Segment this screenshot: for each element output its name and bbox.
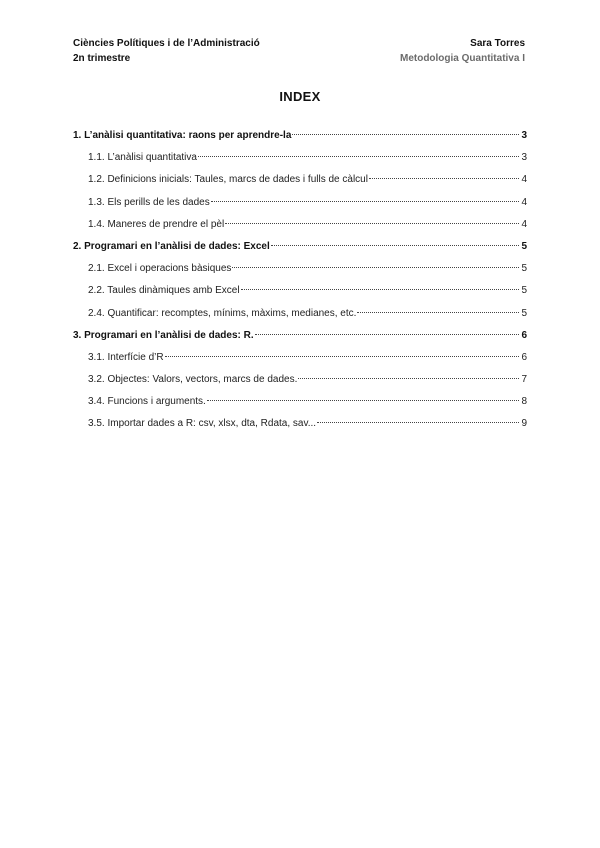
toc-dot-leader — [292, 134, 519, 135]
toc-page-number: 4 — [521, 174, 527, 186]
toc-entry-title: 2.2. Taules dinàmiques amb Excel — [88, 285, 240, 297]
toc-entry-title: 2.1. Excel i operacions bàsiques — [88, 263, 232, 275]
toc-subsection-link[interactable] — [73, 285, 527, 307]
toc-subsection-link[interactable] — [73, 197, 527, 219]
toc-page-number: 4 — [521, 196, 527, 208]
toc-subsection-link[interactable] — [73, 152, 527, 174]
toc-dot-leader — [241, 289, 520, 290]
toc-subsection-link[interactable] — [73, 374, 527, 396]
toc-dot-leader — [211, 201, 520, 202]
toc-dot-leader — [357, 312, 519, 313]
toc-entry-title: 3.1. Interfície d’R — [88, 351, 164, 363]
toc-entry-title: 1.1. L’anàlisi quantitativa — [88, 152, 197, 164]
toc-entry-title: 2.4. Quantificar: recomptes, mínims, màxims, medianes, etc. — [88, 307, 357, 319]
toc-page-number: 6 — [521, 329, 527, 341]
toc-dot-leader — [232, 267, 519, 268]
toc-page-number: 8 — [521, 396, 527, 408]
toc-entry-title: 1.2. Definicions inicials: Taules, marcs de dades i fulls de càlcul — [88, 174, 368, 186]
toc-page-number: 5 — [521, 263, 527, 275]
toc-entry-title: 3. Programari en l’anàlisi de dades: R. — [73, 329, 254, 341]
toc-page-number: 3 — [521, 130, 527, 141]
header-subject: Ciències Polítiques i de l’Administració — [73, 38, 260, 49]
toc-subsection-link[interactable] — [73, 174, 527, 196]
toc-entry-title: 1.3. Els perills de les dades — [88, 196, 210, 208]
toc-dot-leader — [198, 156, 519, 157]
toc-dot-leader — [298, 378, 519, 379]
toc-subsection-link[interactable] — [73, 308, 527, 330]
toc-entry-title: 3.2. Objectes: Valors, vectors, marcs de dades. — [88, 374, 298, 386]
toc-subsection-link[interactable] — [73, 396, 527, 418]
table-of-contents — [73, 130, 527, 441]
toc-entry-title: 2. Programari en l’anàlisi de dades: Excel — [73, 240, 270, 252]
toc-page-number: 3 — [521, 152, 527, 164]
toc-entry-title: 3.5. Importar dades a R: csv, xlsx, dta, Rdata, sav... — [88, 418, 317, 430]
toc-entry-title: 1. L’anàlisi quantitativa: raons per aprendre-la — [73, 130, 292, 141]
page-header — [73, 36, 525, 66]
page-title: INDEX — [279, 89, 321, 104]
header-term: 2n trimestre — [73, 53, 131, 64]
toc-dot-leader — [207, 400, 520, 401]
toc-page-number: 5 — [521, 285, 527, 297]
toc-page-number: 9 — [521, 418, 527, 430]
toc-page-number: 5 — [521, 307, 527, 319]
toc-subsection-link[interactable] — [73, 219, 527, 241]
toc-subsection-link[interactable] — [73, 418, 527, 440]
toc-page-number: 7 — [521, 374, 527, 386]
toc-section-link[interactable] — [73, 241, 527, 263]
toc-dot-leader — [255, 334, 520, 335]
header-author: Sara Torres — [470, 38, 525, 49]
header-row-bottom — [73, 51, 525, 66]
toc-dot-leader — [225, 223, 519, 224]
toc-dot-leader — [369, 178, 519, 179]
header-course: Metodologia Quantitativa I — [399, 53, 525, 64]
toc-dot-leader — [317, 422, 519, 423]
toc-page-number: 4 — [521, 218, 527, 230]
toc-dot-leader — [271, 245, 520, 246]
toc-section-link[interactable] — [73, 130, 527, 152]
toc-dot-leader — [165, 356, 520, 357]
toc-page-number: 6 — [521, 351, 527, 363]
toc-entry-title: 3.4. Funcions i arguments. — [88, 396, 206, 408]
toc-section-link[interactable] — [73, 330, 527, 352]
toc-subsection-link[interactable] — [73, 352, 527, 374]
header-row-top — [73, 36, 525, 51]
toc-page-number: 5 — [521, 240, 527, 252]
toc-entry-title: 1.4. Maneres de prendre el pèl — [88, 218, 225, 230]
toc-subsection-link[interactable] — [73, 263, 527, 285]
